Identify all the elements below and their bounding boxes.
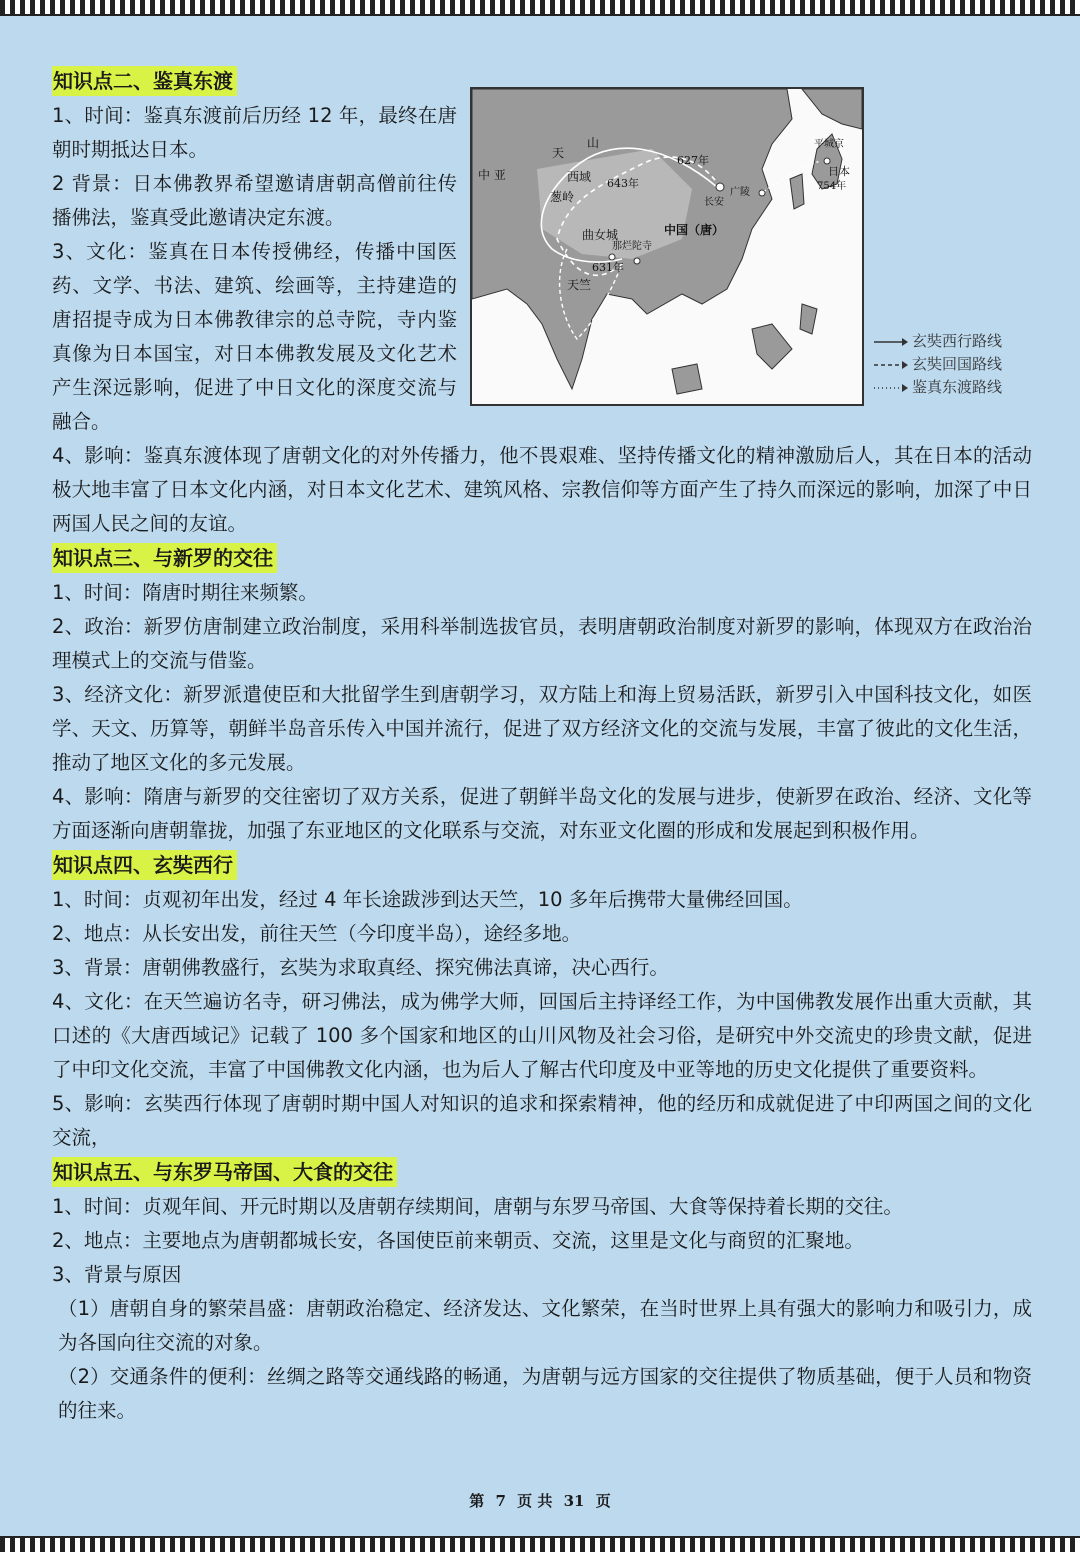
section2-left-column — [52, 99, 457, 439]
footer-total-pages: 31 — [563, 1492, 585, 1510]
footer-page-number: 7 — [495, 1492, 506, 1510]
map-legend — [874, 330, 1044, 399]
nalanduo-marker — [634, 258, 640, 264]
section2-heading: 知识点二、鉴真东渡 — [52, 66, 237, 96]
section5-line3: 3、背景与原因 — [52, 1263, 182, 1286]
section5-heading: 知识点五、与东罗马帝国、大食的交往 — [52, 1157, 397, 1187]
land-northeast — [802, 89, 862, 129]
section4-line5: 5、影响：玄奘西行体现了唐朝时期中国人对知识的追求和探索精神，他的经历和成就促进了中印两国之间的文化交流， — [52, 1092, 1032, 1149]
map-label-627: 627年 — [677, 154, 709, 167]
section3-line1: 1、时间：隋唐时期往来频繁。 — [52, 581, 318, 604]
section4-line3: 3、背景：唐朝佛教盛行，玄奘为求取真经、探究佛法真谛，决心西行。 — [52, 956, 669, 979]
section5-sub1: （1）唐朝自身的繁荣昌盛：唐朝政治稳定、经济发达、文化繁荣，在当时世界上具有强大的影响力和吸引力，成为各国向往交流的对象。 — [58, 1297, 1032, 1354]
map-label-643: 643年 — [607, 177, 639, 190]
section2-line4: 4、影响：鉴真东渡体现了唐朝文化的对外传播力，他不畏艰难、坚持传播文化的精神激励后人，其在日本的活动极大地丰富了日本文化内涵，对日本文化艺术、建筑风格、宗教信仰等方面产生了持久而深远的影响，加深了中日两国人民之间的友谊。 — [52, 444, 1032, 535]
land-korea — [790, 174, 804, 209]
legend-row-west — [874, 330, 1044, 353]
section3-heading: 知识点三、与新罗的交往 — [52, 543, 277, 573]
footer-pre: 第 — [469, 1492, 485, 1510]
map-label-nalanduo: 那烂陀寺 — [612, 241, 652, 252]
page-footer — [0, 1490, 1080, 1511]
map-label-zhongguo: 中国（唐） — [664, 223, 725, 237]
dotted-arrow-icon — [874, 383, 908, 393]
map-label-pingcheng: 平城京 — [814, 139, 844, 150]
section5-line2: 2、地点：主要地点为唐朝都城长安，各国使臣前来朝贡、交流，这里是文化与商贸的汇聚地。 — [52, 1229, 864, 1252]
footer-post: 页 — [595, 1492, 611, 1510]
japan-marker — [824, 158, 830, 164]
changan-marker — [716, 183, 724, 191]
bottom-border — [0, 1536, 1080, 1552]
map-label-tian: 天 — [552, 146, 565, 160]
route-map-svg — [472, 89, 862, 404]
map-label-zhongya: 中 亚 — [478, 168, 506, 182]
map-label-congling: 葱岭 — [550, 190, 575, 204]
section5-sub2: （2）交通条件的便利：丝绸之路等交通线路的畅通，为唐朝与远方国家的交往提供了物质基础，便于人员和物资的往来。 — [58, 1365, 1032, 1422]
map-label-tianzhu: 天竺 — [567, 278, 592, 292]
map-label-xiyu: 西域 — [567, 170, 592, 184]
map-label-631: 631年 — [592, 261, 624, 274]
dashed-arrow-icon — [874, 360, 908, 370]
map-label-754: 754年 — [817, 181, 847, 192]
section4-line2: 2、地点：从长安出发，前往天竺（今印度半岛），途经多地。 — [52, 922, 582, 945]
map-label-changan: 长安 — [704, 197, 724, 208]
section3-line3: 3、经济文化：新罗派遣使臣和大批留学生到唐朝学习，双方陆上和海上贸易活跃，新罗引入中国科技文化，如医学、天文、历算等，朝鲜半岛音乐传入中国并流行，促进了双方经济文化的交流与发展，丰富了彼此的文化生活，推动了地区文化的多元发展。 — [52, 683, 1032, 774]
land-sea-islands — [672, 304, 817, 394]
map-label-riben: 日本 — [828, 165, 850, 178]
section4-line4: 4、文化：在天竺遍访名寺，研习佛法，成为佛学大师，回国后主持译经工作，为中国佛教发展作出重大贡献，其口述的《大唐西域记》记载了 100 多个国家和地区的山川风物及社会习俗，是研究中外交流史的珍贵文献，促进了中印文化交流，丰富了中国佛教文化内涵，也为后人了解古代印度及中亚等地的历史文化提供了重要资料。 — [52, 990, 1032, 1081]
map-label-guangling: 广陵 — [730, 187, 750, 198]
footer-mid: 页 共 — [517, 1492, 553, 1510]
legend-label-west: 玄奘西行路线 — [912, 332, 1003, 350]
section2-line1: 1、时间：鉴真东渡前后历经 12 年，最终在唐朝时期抵达日本。 — [52, 104, 457, 161]
section3-line4: 4、影响：隋唐与新罗的交往密切了双方关系，促进了朝鲜半岛文化的发展与进步，使新罗在政治、经济、文化等方面逐渐向唐朝靠拢，加强了东亚地区的文化联系与交流，对东亚文化圈的形成和发展起到积极作用。 — [52, 785, 1032, 842]
map-label-qunucheng: 曲女城 — [582, 228, 619, 242]
route-map — [470, 87, 864, 406]
qunucheng-marker — [609, 254, 615, 260]
section2-line3: 3、文化：鉴真在日本传授佛经，传播中国医药、文学、书法、建筑、绘画等，主持建造的唐招提寺成为日本佛教律宗的总寺院，寺内鉴真像为日本国宝，对日本佛教发展及文化艺术产生深远影响，促进了中日文化的深度交流与融合。 — [52, 240, 457, 433]
section2-line2: 2 背景：日本佛教界希望邀请唐朝高僧前往传播佛法，鉴真受此邀请决定东渡。 — [52, 172, 457, 229]
section4-heading: 知识点四、玄奘西行 — [52, 850, 237, 880]
legend-row-return — [874, 353, 1044, 376]
section3-line2: 2、政治：新罗仿唐制建立政治制度，采用科举制选拔官员，表明唐朝政治制度对新罗的影响，体现双方在政治治理模式上的交流与借鉴。 — [52, 615, 1032, 672]
solid-arrow-icon — [874, 337, 908, 347]
section5-line1: 1、时间：贞观年间、开元时期以及唐朝存续期间，唐朝与东罗马帝国、大食等保持着长期的交往。 — [52, 1195, 903, 1218]
top-border — [0, 0, 1080, 16]
legend-row-jianzhen — [874, 376, 1044, 399]
map-label-shan: 山 — [587, 136, 600, 150]
section4-line1: 1、时间：贞观初年出发，经过 4 年长途跋涉到达天竺，10 多年后携带大量佛经回国。 — [52, 888, 803, 911]
legend-label-return: 玄奘回国路线 — [912, 355, 1003, 373]
guangling-marker — [759, 190, 765, 196]
legend-label-jianzhen: 鉴真东渡路线 — [912, 378, 1003, 396]
